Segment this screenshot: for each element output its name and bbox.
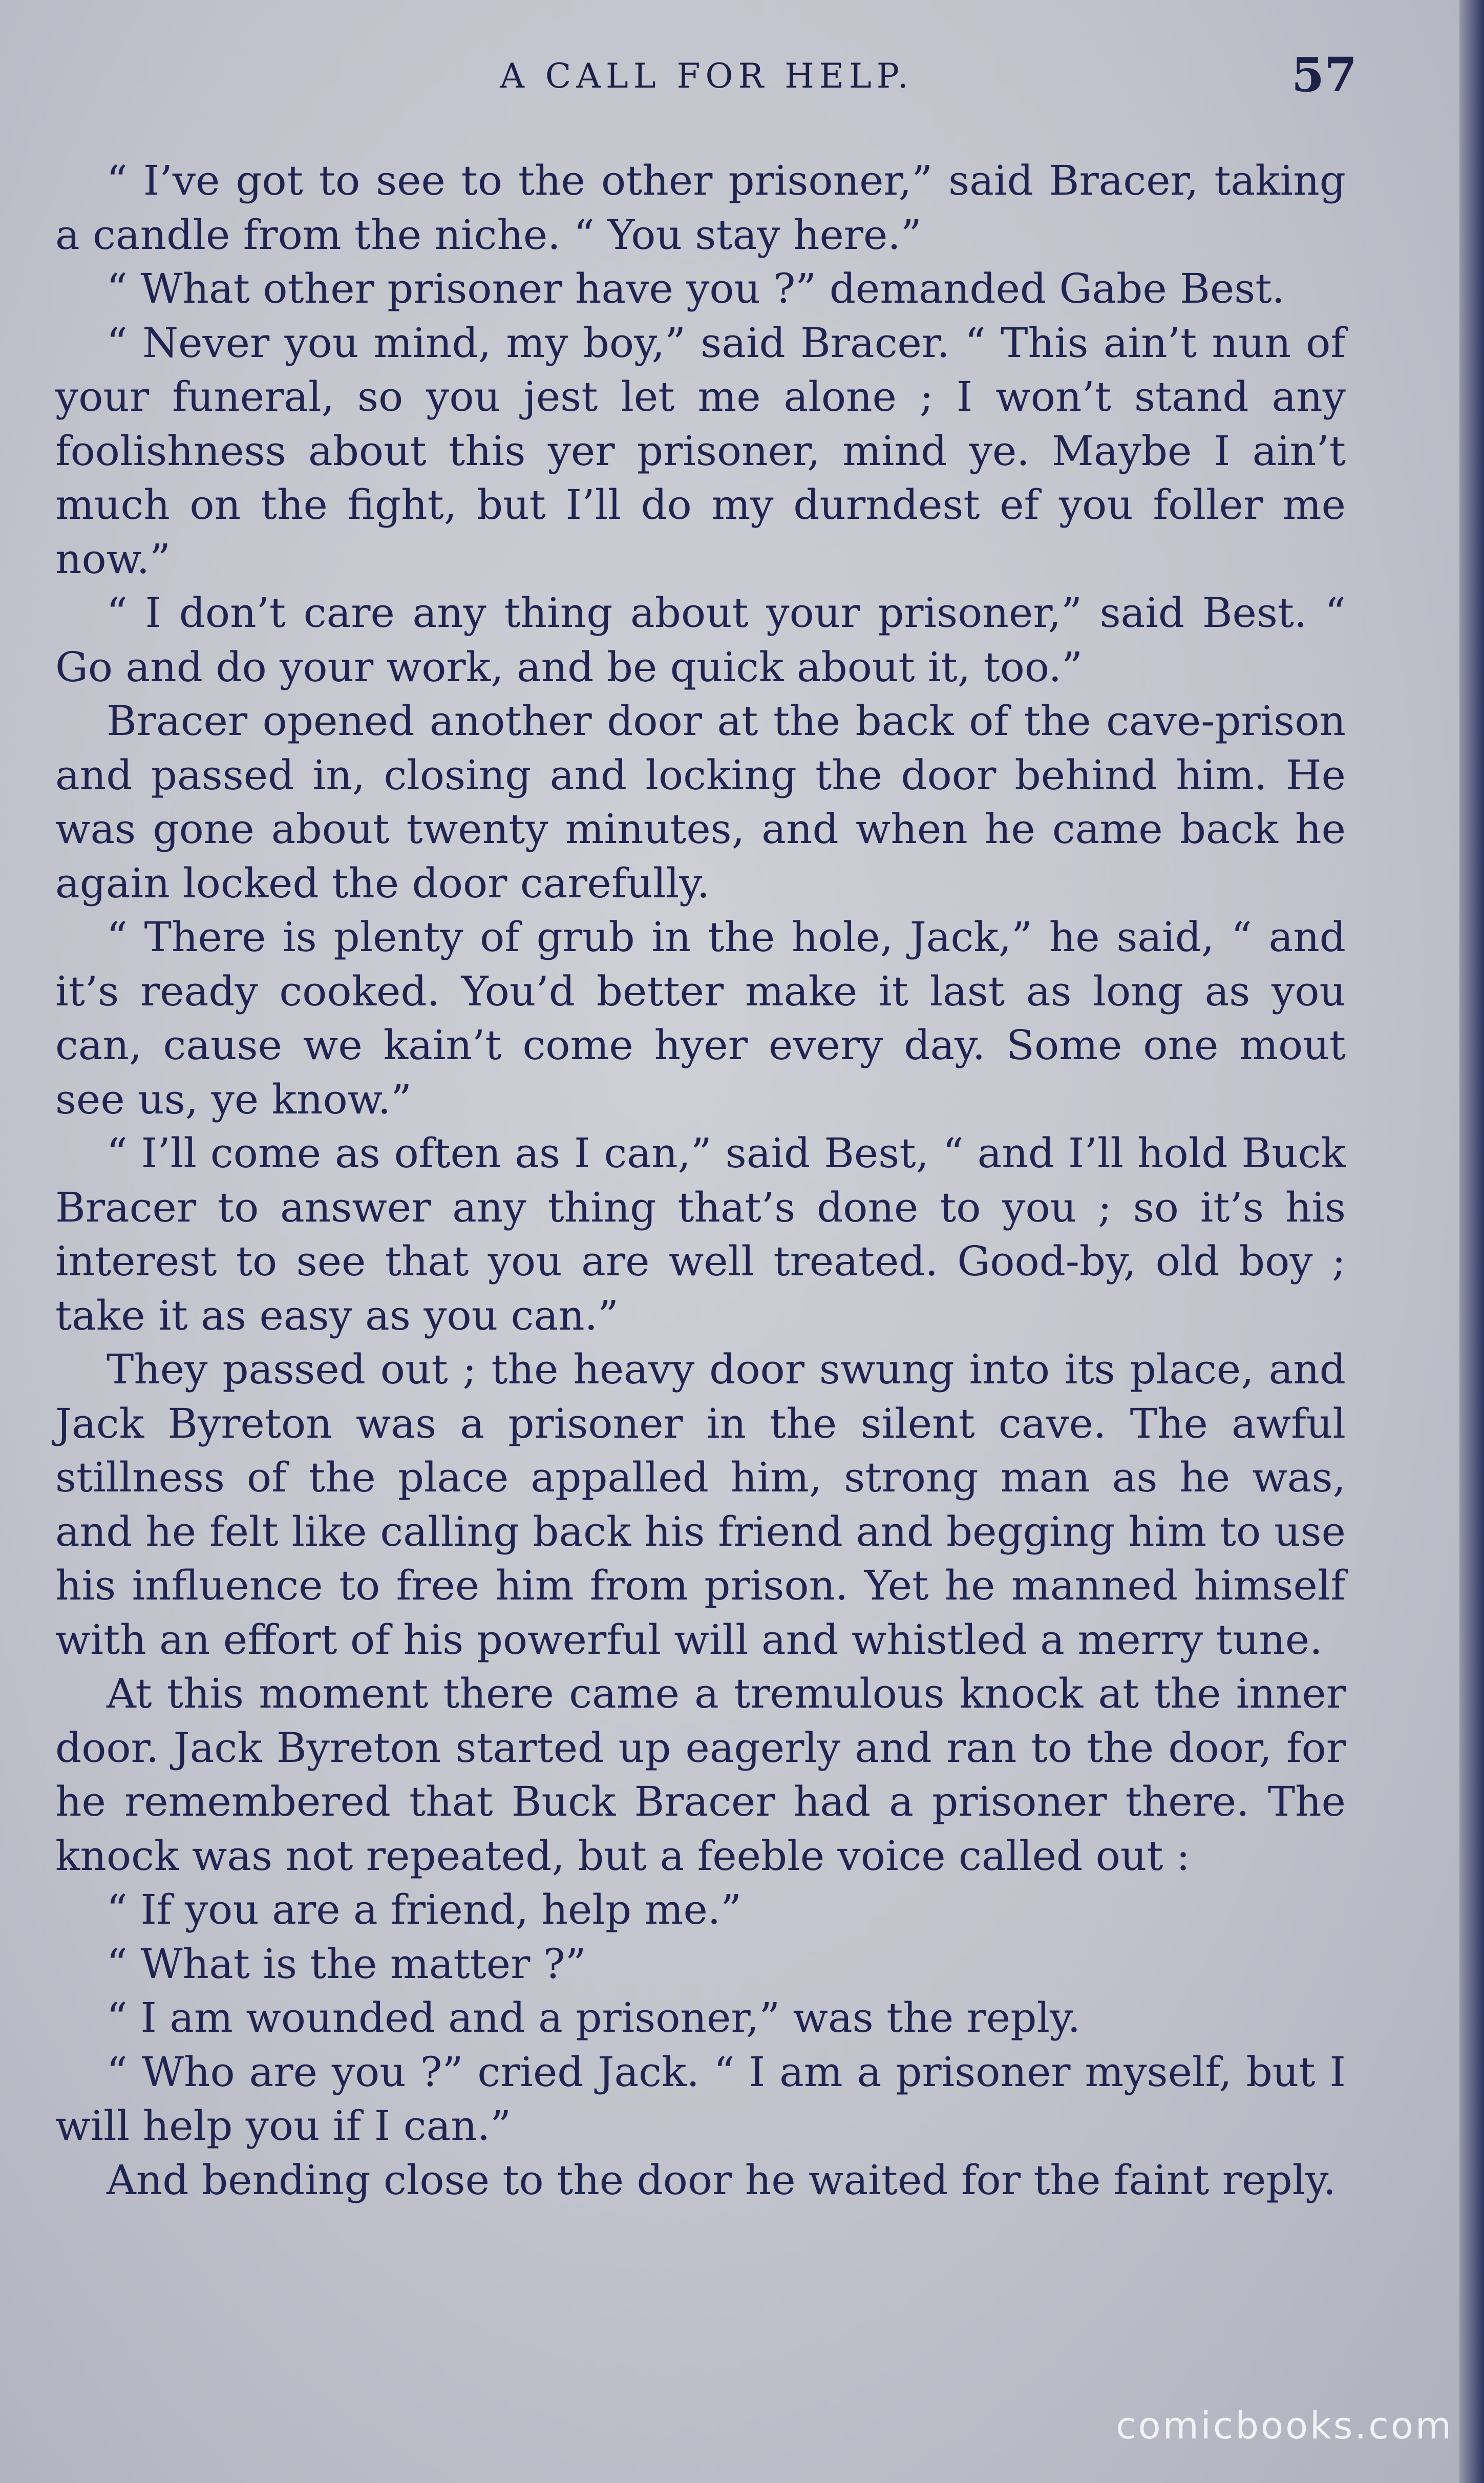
- paragraph: “ If you are a friend, help me.”: [107, 1886, 742, 1933]
- paragraph: They passed out ; the heavy door swung into its place, and Jack Byreton was a prisoner in the silent cave. The awful stillness of the place appalled him, strong man as he was, and he felt like calling back his friend and begging him to use his influence to free him from prison. Yet he manned himself with an effort of his powerful will and whistled a merry tune.: [55, 1345, 1346, 1664]
- watermark: comicbooks.com: [1115, 2404, 1453, 2447]
- running-title: A CALL FOR HELP.: [500, 56, 914, 96]
- paragraph: “ What other prisoner have you ?” demanded Gabe Best.: [107, 265, 1285, 312]
- paragraph: “ I’ve got to see to the other prisoner,” said Bracer, taking a candle from the niche. “ You stay here.”: [55, 157, 1346, 259]
- paragraph: Bracer opened another door at the back of the cave-prison and passed in, closing and locking the door behind him. He was gone about twenty minutes, and when he came back he again locked the door carefully.: [55, 697, 1346, 907]
- paragraph: And bending close to the door he waited for the faint reply.: [107, 2156, 1337, 2204]
- paragraph: “ I’ll come as often as I can,” said Best, “ and I’ll hold Buck Bracer to answer any thing that’s done to you ; so it’s his interest to see that you are well treated. Good-by, old boy ; take it as easy as you can.”: [55, 1129, 1346, 1339]
- page-number: 57: [1291, 47, 1357, 102]
- paragraph: “ I don’t care any thing about your prisoner,” said Best. “ Go and do your work, and be quick about it, too.”: [55, 589, 1346, 691]
- page-edge: [1459, 0, 1484, 2483]
- paragraph: “ What is the matter ?”: [107, 1940, 586, 1988]
- body-text: [55, 154, 1346, 2207]
- paragraph: “ I am wounded and a prisoner,” was the reply.: [107, 1994, 1081, 2042]
- paragraph: “ There is plenty of grub in the hole, Jack,” he said, “ and it’s ready cooked. You’d better make it last as long as you can, cause we kain’t come hyer every day. Some one mout see us, ye know.”: [55, 913, 1346, 1123]
- running-head: [56, 47, 1357, 109]
- paragraph: At this moment there came a tremulous knock at the inner door. Jack Byreton started up eagerly and ran to the door, for he remembered that Buck Bracer had a prisoner there. The knock was not repeated, but a feeble voice called out :: [55, 1670, 1346, 1880]
- paragraph: “ Never you mind, my boy,” said Bracer. “ This ain’t nun of your funeral, so you jest let me alone ; I won’t stand any foolishness about this yer prisoner, mind ye. Maybe I ain’t much on the fight, but I’ll do my durndest ef you foller me now.”: [55, 319, 1346, 583]
- paragraph: “ Who are you ?” cried Jack. “ I am a prisoner myself, but I will help you if I can.”: [55, 2048, 1346, 2150]
